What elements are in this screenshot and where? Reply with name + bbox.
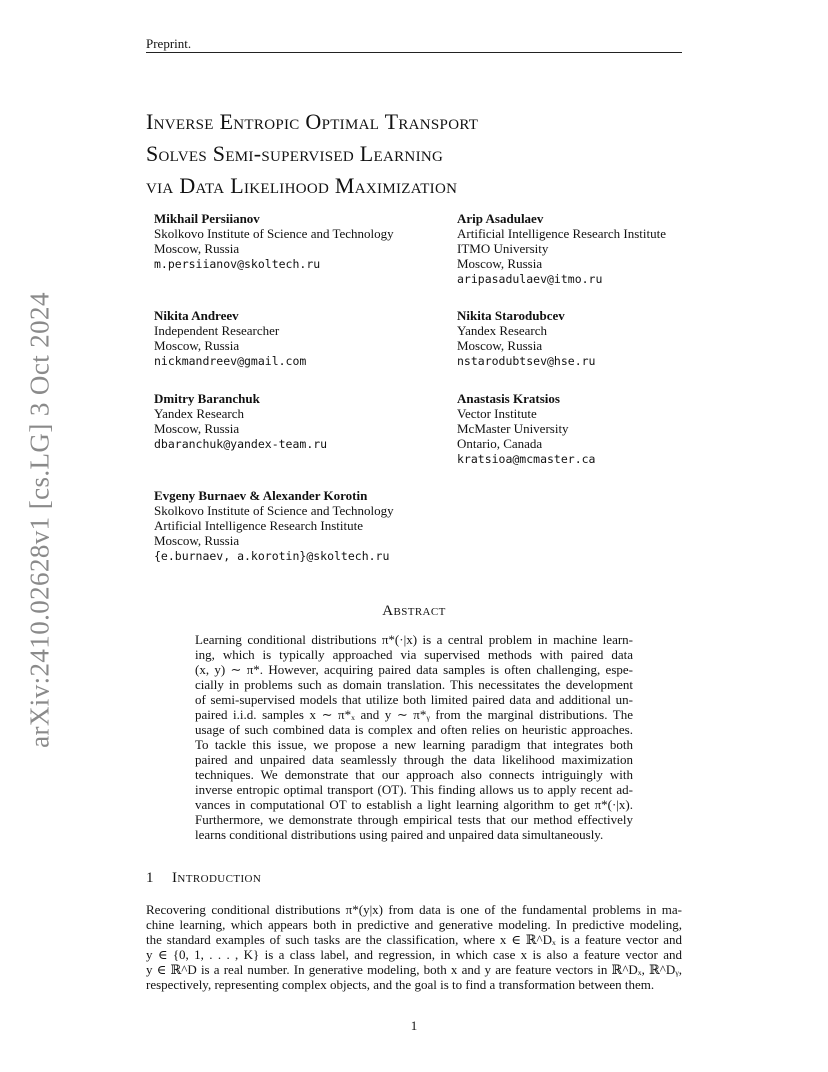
paper-title	[146, 106, 706, 202]
intro-line: y ∈ {0, 1, . . . , K} is a class label, and regression, in which case x is also a feature vector and	[146, 947, 682, 962]
abstract-line: usage of such combined data is complex and often relies on heuristic approaches.	[195, 722, 633, 737]
author-affiliation: Independent Researcher	[154, 323, 280, 338]
author-affiliation: Yandex Research	[457, 323, 548, 338]
author-email: aripasadulaev@itmo.ru	[457, 272, 603, 286]
abstract-heading: Abstract	[382, 603, 446, 619]
abstract-line: Learning conditional distributions π*(·|x) is a central problem in machine learn-	[195, 632, 633, 647]
author-email: m.persiianov@skoltech.ru	[154, 257, 321, 271]
intro-line: chine learning, which appears both in predictive and generative modeling. In predictive modeling,	[146, 917, 682, 932]
author-affiliation: McMaster University	[457, 421, 569, 436]
author-email: nickmandreev@gmail.com	[154, 354, 307, 368]
abstract-line: Furthermore, we demonstrate through empirical tests that our method effectively	[195, 812, 633, 827]
author-location: Moscow, Russia	[154, 421, 240, 436]
author-affiliation: Skolkovo Institute of Science and Technology	[154, 226, 394, 241]
page-number: 1	[410, 1018, 418, 1033]
author-email: nstarodubtsev@hse.ru	[457, 354, 596, 368]
abstract-line: techniques. We demonstrate that our approach also connects intriguingly with	[195, 767, 633, 782]
header-rule	[146, 52, 682, 53]
author-name: Nikita Andreev	[154, 308, 239, 323]
intro-line: y ∈ ℝ^D is a real number. In generative modeling, both x and y are feature vectors in ℝ^Dₓ, ℝ^Dᵧ,	[146, 962, 682, 977]
author-location: Moscow, Russia	[457, 256, 543, 271]
intro-line: respectively, representing complex objects, and the goal is to find a transformation between them.	[146, 977, 655, 992]
author-name: Evgeny Burnaev & Alexander Korotin	[154, 488, 368, 503]
author-block	[154, 488, 394, 564]
author-block	[154, 308, 306, 369]
author-block	[457, 391, 595, 467]
author-block	[154, 391, 327, 452]
author-location: Moscow, Russia	[154, 533, 240, 548]
abstract-line: cially in problems such as domain translation. This necessitates the development	[195, 677, 633, 692]
author-affiliation: Vector Institute	[457, 406, 537, 421]
author-name: Nikita Starodubcev	[457, 308, 565, 323]
header-label: Preprint.	[146, 36, 192, 51]
author-block	[457, 211, 666, 287]
author-name: Arip Asadulaev	[457, 211, 544, 226]
author-block	[154, 211, 394, 272]
author-affiliation: ITMO University	[457, 241, 549, 256]
author-name: Dmitry Baranchuk	[154, 391, 260, 406]
arxiv-identifier: arXiv:2410.02628v1 [cs.LG] 3 Oct 2024	[24, 292, 55, 748]
abstract-line: paired i.i.d. samples x ∼ π*ₓ and y ∼ π*ᵧ from the marginal distributions. The	[195, 707, 633, 722]
abstract-line: learns conditional distributions using paired and unpaired data simultaneously.	[195, 827, 604, 842]
section-title: Introduction	[172, 870, 262, 886]
section-heading	[146, 870, 261, 887]
author-name: Anastasis Kratsios	[457, 391, 560, 406]
title-line: Solves Semi-supervised Learning	[146, 141, 444, 166]
intro-line: Recovering conditional distributions π*(y|x) from data is one of the fundamental problems in ma-	[146, 902, 682, 917]
abstract-line: paired and unpaired data seamlessly through the data likelihood maximization	[195, 752, 633, 767]
author-email: dbaranchuk@yandex-team.ru	[154, 437, 328, 451]
author-email: kratsioa@mcmaster.ca	[457, 452, 596, 466]
abstract-line: of semi-supervised models that utilize both limited paired data and additional un-	[195, 692, 633, 707]
author-location: Moscow, Russia	[154, 338, 240, 353]
intro-line: the standard examples of such tasks are the classification, where x ∈ ℝ^Dₓ is a feature vector and	[146, 932, 682, 947]
abstract-line: To tackle this issue, we propose a new learning paradigm that integrates both	[195, 737, 633, 752]
author-affiliation: Artificial Intelligence Research Institute	[457, 226, 666, 241]
abstract-body	[195, 632, 633, 842]
author-affiliation: Yandex Research	[154, 406, 245, 421]
title-line: Inverse Entropic Optimal Transport	[146, 109, 479, 134]
author-location: Moscow, Russia	[154, 241, 240, 256]
author-location: Ontario, Canada	[457, 436, 543, 451]
author-email: {e.burnaev, a.korotin}@skoltech.ru	[154, 549, 390, 563]
author-location: Moscow, Russia	[457, 338, 543, 353]
author-affiliation: Artificial Intelligence Research Institute	[154, 518, 363, 533]
section-number: 1	[146, 870, 154, 886]
abstract-line: ing, which is typically approached via supervised methods with paired data	[195, 647, 633, 662]
abstract-line: (x, y) ∼ π*. However, acquiring paired data samples is often challenging, espe-	[195, 662, 633, 677]
introduction-paragraph	[146, 902, 682, 992]
abstract-line: inverse entropic optimal transport (OT). This finding allows us to apply recent ad-	[195, 782, 633, 797]
abstract-line: vances in computational OT to establish a light learning algorithm to get π*(·|x).	[195, 797, 633, 812]
title-line: via Data Likelihood Maximization	[146, 173, 458, 198]
author-affiliation: Skolkovo Institute of Science and Technology	[154, 503, 394, 518]
author-name: Mikhail Persiianov	[154, 211, 260, 226]
author-block	[457, 308, 595, 369]
